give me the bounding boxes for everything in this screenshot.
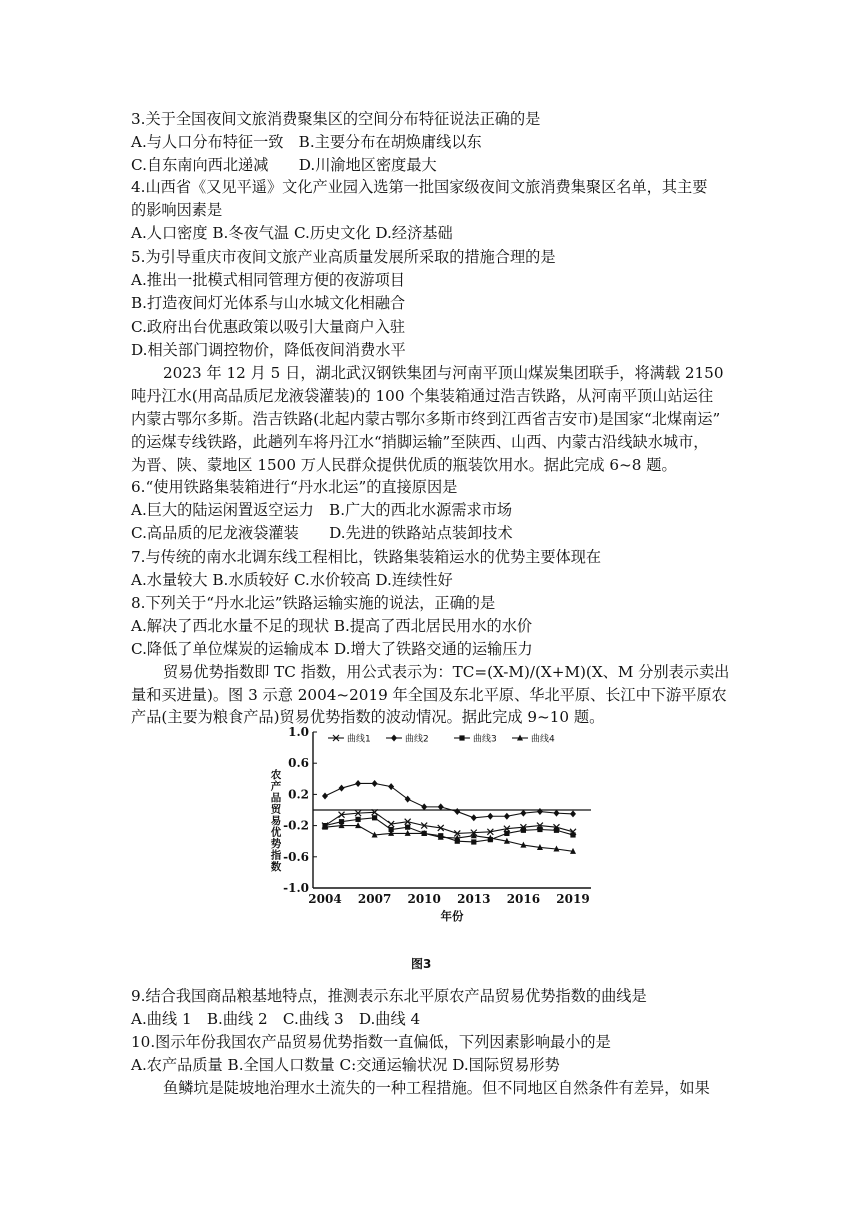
text-line: C.自东南向西北递减 D.川渝地区密度最大 xyxy=(131,156,437,174)
series-2-point xyxy=(438,803,444,810)
text-line: 吨丹江水(用高品质尼龙液袋灌装)的 100 个集装箱通过浩吉铁路，从河南平顶山站运往 xyxy=(131,387,714,405)
x-tick-label: 2016 xyxy=(506,892,541,906)
x-tick-label: 2019 xyxy=(556,892,590,906)
text-line: A.农产品质量 B.全国人口数量 C:交通运输状况 D.国际贸易形势 xyxy=(131,1056,560,1074)
figure-3-chart xyxy=(258,720,598,978)
chart-svg xyxy=(258,720,598,955)
text-line: C.降低了单位煤炭的运输成本 D.增大了铁路交通的运输压力 xyxy=(131,640,533,658)
series-2-point xyxy=(487,813,493,820)
series-3-point xyxy=(504,831,509,836)
y-tick-label: -1.0 xyxy=(283,881,309,895)
text-line: 10.图示年份我国农产品贸易优势指数一直偏低，下列因素影响最小的是 xyxy=(131,1033,611,1051)
series-3-point xyxy=(570,832,575,837)
series-2-point xyxy=(471,814,477,821)
legend-label: 曲线4 xyxy=(531,734,555,745)
figure-caption: 图3 xyxy=(411,957,432,971)
series-2-point xyxy=(388,783,394,790)
legend-label: 曲线1 xyxy=(347,734,371,745)
text-line: 量和买进量)。图 3 示意 2004~2019 年全国及东北平原、华北平原、长江中下游平原农 xyxy=(131,686,727,704)
text-line: 3.关于全国夜间文旅消费聚集区的空间分布特征说法正确的是 xyxy=(131,110,541,128)
series-line-3 xyxy=(325,818,573,842)
x-tick-label: 2013 xyxy=(457,892,491,906)
series-2-point xyxy=(537,808,543,815)
series-2-point xyxy=(322,792,328,799)
y-tick-label: -0.6 xyxy=(283,849,309,864)
x-tick-label: 2007 xyxy=(357,892,392,906)
series-2-point xyxy=(570,810,576,817)
text-line: A.水量较大 B.水质较好 C.水价较高 D.连续性好 xyxy=(131,571,453,589)
text-line: 9.结合我国商品粮基地特点，推测表示东北平原农产品贸易优势指数的曲线是 xyxy=(131,987,647,1005)
series-3-point xyxy=(521,828,526,833)
text-line: 产品(主要为粮食产品)贸易优势指数的波动情况。据此完成 9~10 题。 xyxy=(131,708,605,726)
text-line: A.推出一批模式相同管理方便的夜游项目 xyxy=(131,271,405,289)
text-line: 为晋、陕、蒙地区 1500 万人民群众提供优质的瓶装饮用水。据此完成 6~8 题。 xyxy=(131,456,677,474)
series-3-point xyxy=(554,828,559,833)
y-tick-label: 0.6 xyxy=(288,756,309,771)
text-line: 的运煤专线铁路，此趟列车将丹江水“捎脚运输”至陕西、山西、内蒙古沿线缺水城市， xyxy=(131,433,709,451)
legend-label: 曲线2 xyxy=(405,734,429,745)
legend-marker xyxy=(459,735,464,740)
series-2-point xyxy=(520,810,526,817)
y-tick-label: 1.0 xyxy=(288,725,309,739)
y-axis-label: 农产品贸易优势指数 xyxy=(270,769,282,873)
series-3-point xyxy=(405,825,410,830)
series-2-point xyxy=(355,780,361,787)
text-line: A.解决了西北水量不足的现状 B.提高了西北居民用水的水价 xyxy=(131,617,533,635)
text-line: D.相关部门调控物价，降低夜间消费水平 xyxy=(131,341,406,359)
series-2-point xyxy=(504,813,510,820)
text-line: C.高品质的尼龙液袋灌装 D.先进的铁路站点装卸技术 xyxy=(131,524,513,542)
text-line: 7.与传统的南水北调东线工程相比，铁路集装箱运水的优势主要体现在 xyxy=(131,548,602,566)
text-line: 贸易优势指数即 TC 指数，用公式表示为：TC=(X-M)/(X+M)(X、M 分别表示卖出 xyxy=(163,663,730,681)
series-3-point xyxy=(537,827,542,832)
series-3-point xyxy=(372,815,377,820)
series-3-point xyxy=(355,817,360,822)
x-tick-label: 2010 xyxy=(407,892,441,906)
text-line: 鱼鳞坑是陡坡地治理水土流失的一种工程措施。但不同地区自然条件有差异，如果 xyxy=(163,1079,710,1097)
series-3-point xyxy=(471,839,476,844)
text-line: A.与人口分布特征一致 B.主要分布在胡焕庸线以东 xyxy=(131,133,482,151)
legend-label: 曲线3 xyxy=(473,734,497,745)
text-line: C.政府出台优惠政策以吸引大量商户入驻 xyxy=(131,318,406,336)
text-line: 6.“使用铁路集装箱进行“丹水北运”的直接原因是 xyxy=(131,478,458,496)
series-2-point xyxy=(372,780,378,787)
series-2-point xyxy=(553,810,559,817)
series-2-point xyxy=(405,796,411,803)
legend-marker xyxy=(391,735,397,742)
text-line: B.打造夜间灯光体系与山水城文化相融合 xyxy=(131,294,406,312)
text-line: 2023 年 12 月 5 日，湖北武汉钢铁集团与河南平顶山煤炭集团联手，将满载 2150 xyxy=(163,364,724,382)
text-line: A.人口密度 B.冬夜气温 C.历史文化 D.经济基础 xyxy=(131,224,453,242)
x-axis-label: 年份 xyxy=(440,909,464,923)
text-line: 8.下列关于“丹水北运”铁路运输实施的说法，正确的是 xyxy=(131,594,496,612)
text-line: 的影响因素是 xyxy=(131,201,223,219)
y-tick-label: 0.2 xyxy=(288,787,309,802)
series-2-point xyxy=(339,785,345,792)
series-2-point xyxy=(454,808,460,815)
text-line: A.曲线 1 B.曲线 2 C.曲线 3 D.曲线 4 xyxy=(131,1010,421,1028)
x-tick-label: 2004 xyxy=(308,892,342,906)
text-line: A.巨大的陆运闲置返空运力 B.广大的西北水源需求市场 xyxy=(131,501,513,519)
y-tick-label: -0.2 xyxy=(283,818,309,833)
text-line: 5.为引导重庆市夜间文旅产业高质量发展所采取的措施合理的是 xyxy=(131,248,556,266)
text-line: 内蒙古鄂尔多斯。浩吉铁路(北起内蒙古鄂尔多斯市终到江西省吉安市)是国家“北煤南运” xyxy=(131,410,721,428)
text-line: 4.山西省《又见平遥》文化产业园入选第一批国家级夜间文旅消费集聚区名单，其主要 xyxy=(131,178,708,196)
series-2-point xyxy=(421,803,427,810)
